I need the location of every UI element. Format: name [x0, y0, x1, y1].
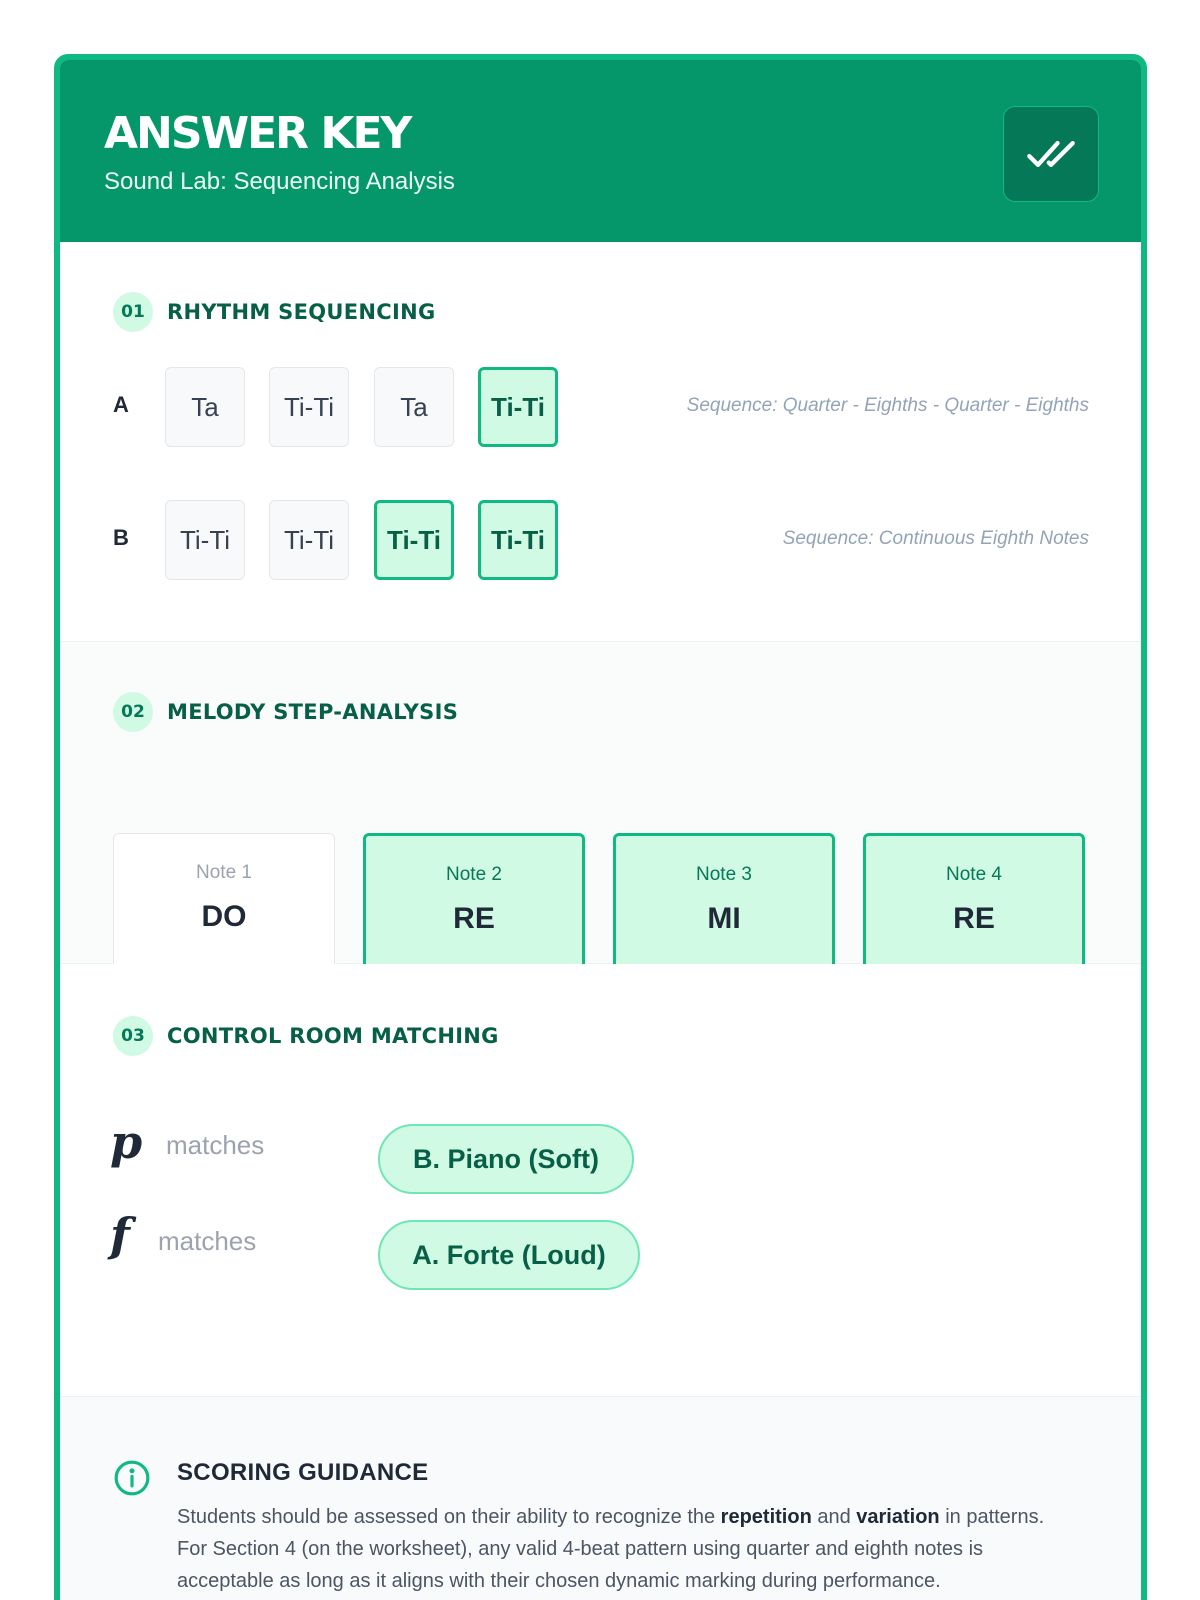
page-title: ANSWER KEY: [104, 108, 411, 159]
rhythm-tile-highlighted: Ti-Ti: [478, 500, 558, 580]
note-value: MI: [707, 902, 741, 935]
section-title: CONTROL ROOM MATCHING: [167, 1024, 499, 1048]
piano-dynamic-symbol: p: [110, 1115, 143, 1169]
piano-answer-pill: B. Piano (Soft): [378, 1124, 634, 1194]
forte-dynamic-symbol: f: [110, 1208, 130, 1262]
section-number: 02: [113, 692, 153, 732]
note-label: Note 4: [946, 864, 1002, 885]
rhythm-row-a-label: A: [113, 392, 129, 417]
scoring-guidance: [60, 1396, 1141, 1600]
header: [60, 60, 1141, 242]
section-title: RHYTHM SEQUENCING: [167, 300, 436, 324]
guidance-title: SCORING GUIDANCE: [177, 1459, 429, 1486]
rhythm-tile: Ti-Ti: [165, 500, 245, 580]
note-card-highlighted: [363, 833, 585, 973]
guidance-text: Students should be assessed on their ability to recognize the repetition and variation in patterns. For Section 4 (on the worksheet), any valid 4-beat pattern using quarter and eighth notes is acceptable as long as it aligns with their chosen dynamic marking during performance.: [177, 1506, 1045, 1592]
section-number: 01: [113, 292, 153, 332]
note-card: [113, 833, 335, 973]
rhythm-tile-highlighted: Ti-Ti: [374, 500, 454, 580]
note-label: Note 3: [696, 864, 752, 885]
double-check-badge: [1003, 106, 1099, 202]
forte-answer-pill: A. Forte (Loud): [378, 1220, 640, 1290]
double-check-icon: [1025, 128, 1077, 180]
rhythm-section: [60, 242, 1141, 642]
section-number: 03: [113, 1016, 153, 1056]
rhythm-row-a-sequence: Sequence: Quarter - Eighths - Quarter - Eighths: [686, 395, 1089, 416]
page-subtitle: Sound Lab: Sequencing Analysis: [104, 168, 455, 195]
rhythm-row-b-sequence: Sequence: Continuous Eighth Notes: [782, 528, 1089, 549]
note-value: RE: [953, 902, 995, 935]
info-icon: [113, 1459, 151, 1497]
note-card-highlighted: [613, 833, 835, 973]
answer-key-card: [54, 54, 1147, 1600]
section-title: MELODY STEP-ANALYSIS: [167, 700, 459, 724]
note-card-highlighted: [863, 833, 1085, 973]
rhythm-row-b-label: B: [113, 525, 129, 550]
note-value: RE: [453, 902, 495, 935]
rhythm-tile: Ta: [374, 367, 454, 447]
note-label: Note 1: [196, 862, 252, 883]
note-value: DO: [201, 900, 247, 933]
rhythm-tile-highlighted: Ti-Ti: [478, 367, 558, 447]
matches-label: matches: [158, 1226, 257, 1256]
control-section-heading: [113, 1016, 499, 1056]
melody-section-heading: [113, 692, 458, 732]
rhythm-tile: Ti-Ti: [269, 500, 349, 580]
note-label: Note 2: [446, 864, 502, 885]
control-room-section: [60, 964, 1141, 1396]
rhythm-tile: Ta: [165, 367, 245, 447]
rhythm-tile: Ti-Ti: [269, 367, 349, 447]
matches-label: matches: [166, 1130, 265, 1160]
rhythm-section-heading: [113, 292, 436, 332]
melody-section: [60, 642, 1141, 964]
